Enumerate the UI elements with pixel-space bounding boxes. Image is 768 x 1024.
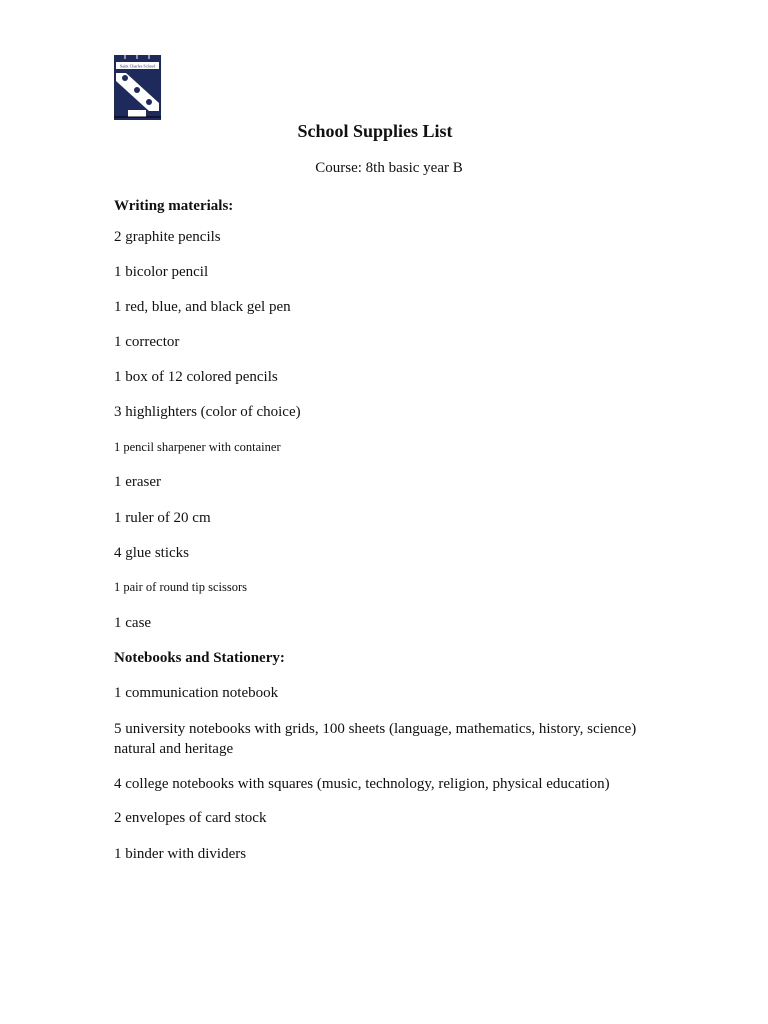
- list-item: 1 box of 12 colored pencils: [114, 369, 278, 385]
- course-label: Course: 8th basic year B: [315, 160, 463, 176]
- list-item: 1 communication notebook: [114, 685, 279, 701]
- page-title: School Supplies List: [297, 121, 453, 141]
- list-item: 4 glue sticks: [114, 545, 189, 561]
- list-item: 1 binder with dividers: [114, 846, 247, 862]
- list-item: 3 highlighters (color of choice): [114, 404, 301, 420]
- list-item: 5 university notebooks with grids, 100 sheets (language, mathematics, history, science) natural and heritage: [114, 721, 637, 757]
- list-item: 1 eraser: [114, 474, 162, 490]
- section-heading-notebooks: Notebooks and Stationery:: [114, 650, 285, 666]
- list-item: 1 case: [114, 615, 152, 631]
- list-item: 1 corrector: [114, 334, 180, 350]
- section-heading-writing: Writing materials:: [114, 198, 234, 214]
- school-crest-icon: [114, 51, 161, 120]
- list-item: 2 graphite pencils: [114, 229, 221, 245]
- list-item: 1 red, blue, and black gel pen: [114, 299, 291, 315]
- list-item: 1 ruler of 20 cm: [114, 510, 211, 526]
- list-item: 1 bicolor pencil: [114, 264, 209, 280]
- list-item: 2 envelopes of card stock: [114, 810, 267, 826]
- list-item: 1 pencil sharpener with container: [114, 440, 281, 454]
- list-item: 4 college notebooks with squares (music, technology, religion, physical education): [114, 776, 610, 792]
- list-item: 1 pair of round tip scissors: [114, 580, 247, 594]
- svg-text:Saint Charles School: Saint Charles School: [119, 63, 156, 69]
